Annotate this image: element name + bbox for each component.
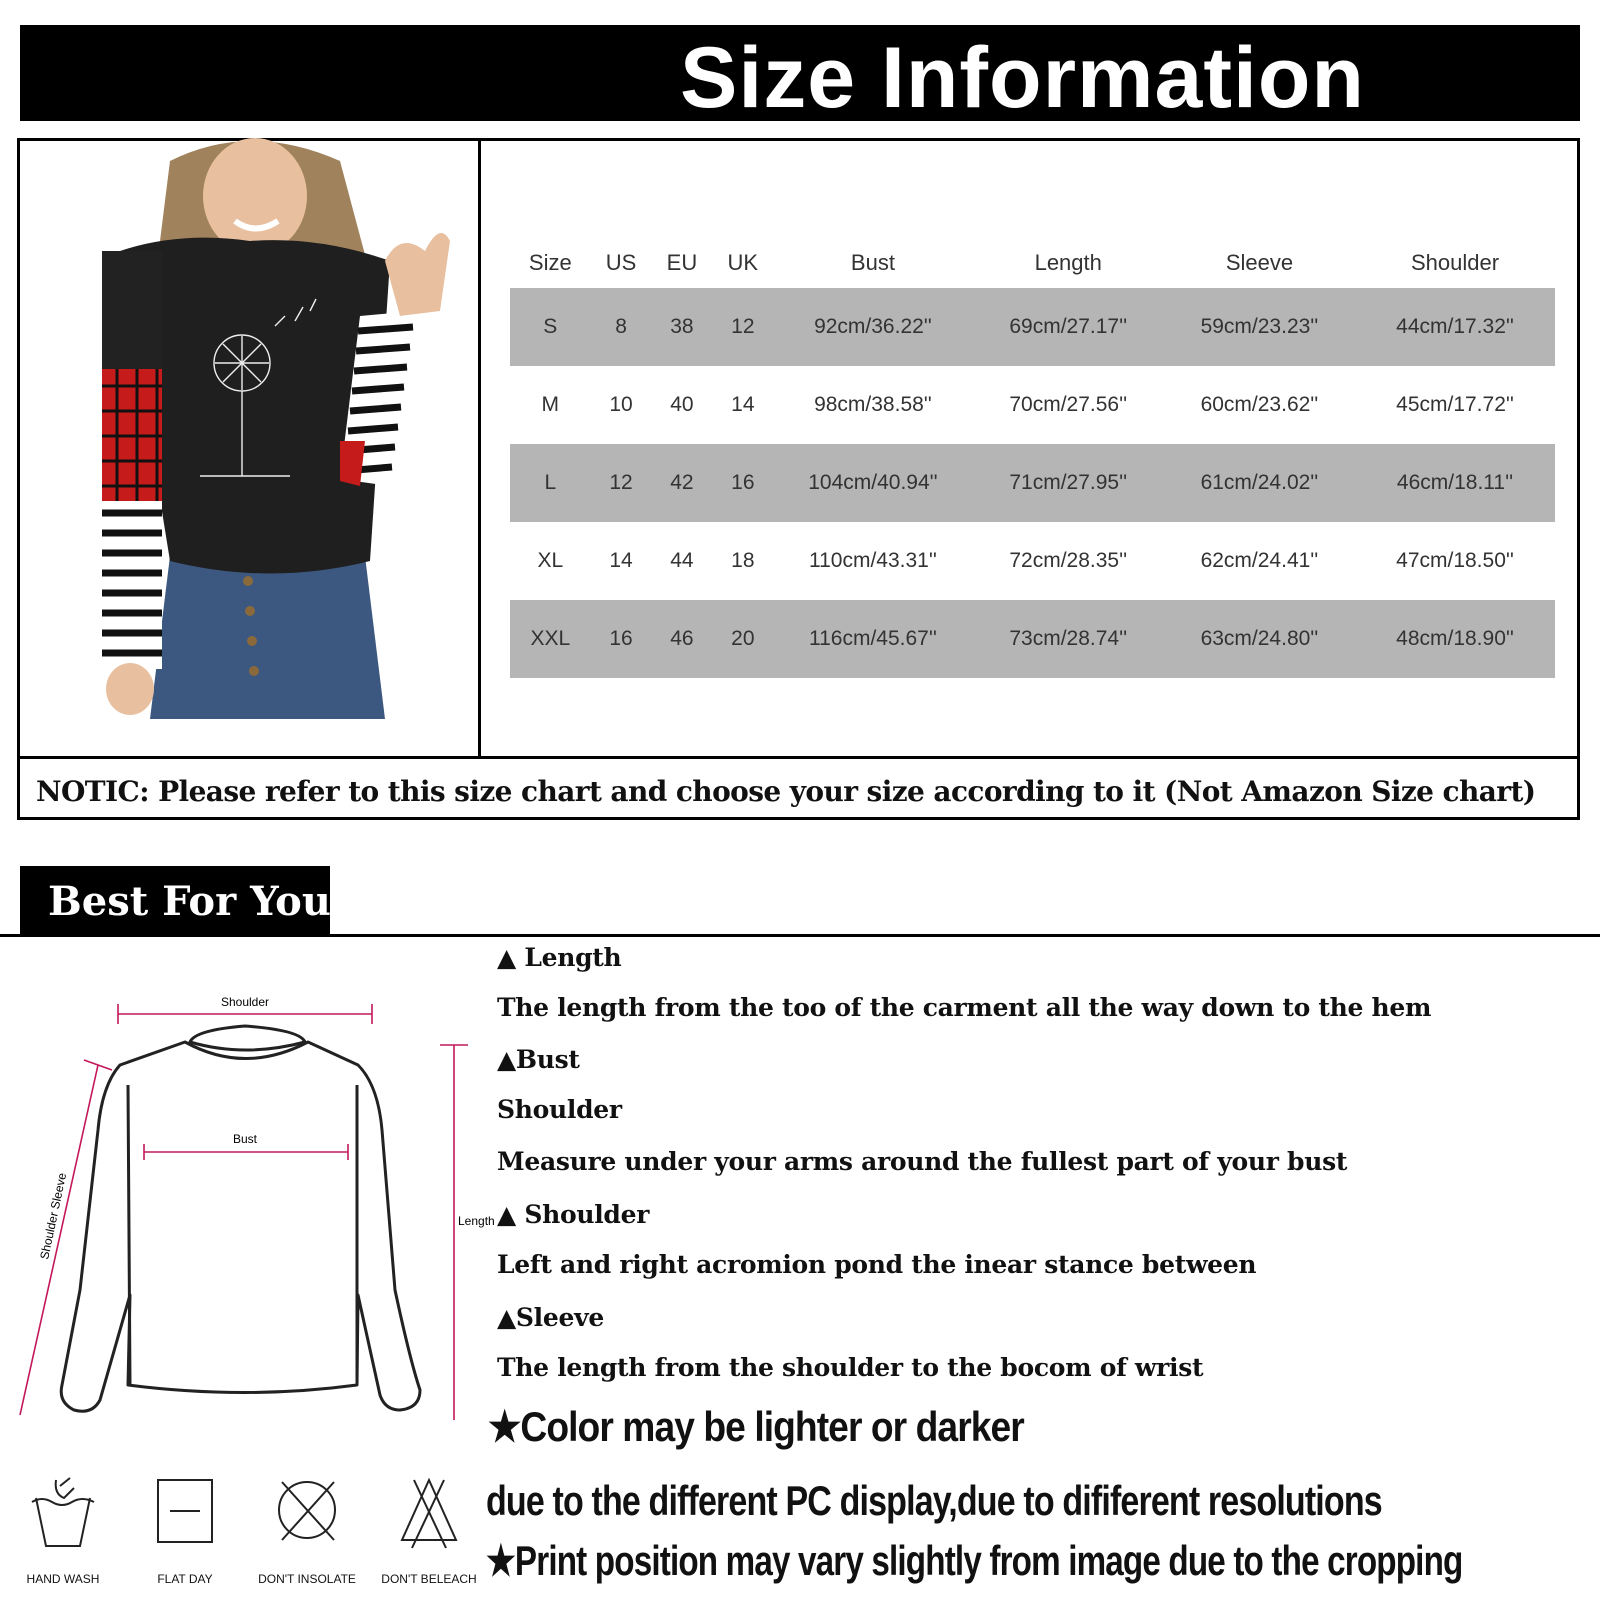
measurement-diagram xyxy=(0,990,495,1420)
column-header: Length xyxy=(1034,250,1102,275)
table-cell: 44 xyxy=(670,549,694,572)
table-cell: 59cm/23.23'' xyxy=(1164,288,1355,366)
display-note: due to the different PC display,due to dififerent resolutions xyxy=(486,1478,1382,1525)
table-cell: 62cm/24.41'' xyxy=(1200,549,1319,572)
table-cell: 72cm/28.35'' xyxy=(1009,549,1128,572)
length-description: The length from the too of the carment all the way down to the hem xyxy=(497,993,1432,1022)
table-cell: 60cm/23.62'' xyxy=(1200,393,1319,416)
bust-description: Measure under your arms around the fullest part of your bust xyxy=(497,1147,1348,1176)
table-cell: 10 xyxy=(609,393,633,416)
care-dont-bleach xyxy=(374,1476,484,1586)
table-row xyxy=(510,288,1555,366)
length-heading: ▲ Length xyxy=(497,943,622,972)
table-cell: 63cm/24.80'' xyxy=(1164,600,1355,678)
table-cell: 98cm/38.58'' xyxy=(814,393,932,416)
hand-wash-label: HAND WASH xyxy=(26,1572,100,1586)
table-cell: 69cm/27.17'' xyxy=(973,288,1164,366)
sleeve-heading: ▲Sleeve xyxy=(497,1303,604,1332)
table-cell: 42 xyxy=(651,444,712,522)
table-cell: 116cm/45.67'' xyxy=(773,600,972,678)
dont-bleach-icon xyxy=(374,1476,484,1566)
table-cell: 16 xyxy=(591,600,652,678)
table-cell: 104cm/40.94'' xyxy=(773,444,972,522)
table-row xyxy=(510,522,1555,600)
product-photo-cell xyxy=(20,141,481,756)
notice-row xyxy=(20,756,1577,820)
best-for-you-tab xyxy=(20,866,330,936)
table-row xyxy=(510,366,1555,444)
table-row xyxy=(510,444,1555,522)
table-cell: L xyxy=(510,444,591,522)
page-title: Size Information xyxy=(680,30,1365,126)
table-cell: 44cm/17.32'' xyxy=(1355,288,1555,366)
color-note: ★Color may be lighter or darker xyxy=(488,1404,1024,1451)
table-cell: 46 xyxy=(651,600,712,678)
dont-bleach-label: DON'T BELEACH xyxy=(381,1572,477,1586)
table-cell: 12 xyxy=(591,444,652,522)
print-note: ★Print position may vary slightly from image due to the cropping xyxy=(486,1538,1463,1585)
size-chart-table xyxy=(510,238,1555,678)
column-header: Bust xyxy=(850,250,895,275)
dont-insolate-icon xyxy=(252,1476,362,1566)
section-divider xyxy=(0,934,1600,937)
sleeve-description: The length from the shoulder to the bocom of wrist xyxy=(497,1353,1204,1382)
table-cell: 18 xyxy=(731,549,755,572)
table-cell: 8 xyxy=(591,288,652,366)
table-header-row xyxy=(510,238,1555,288)
table-cell: 61cm/24.02'' xyxy=(1164,444,1355,522)
table-cell: 45cm/17.72'' xyxy=(1396,393,1514,416)
column-header: EU xyxy=(666,250,698,275)
column-header: US xyxy=(605,250,637,275)
notice-text: NOTIC: Please refer to this size chart and choose your size according to it (Not Amazon Size chart) xyxy=(36,775,1536,808)
column-header: Size xyxy=(528,250,572,275)
table-cell: 14 xyxy=(609,549,633,572)
best-for-you-title: Best For You xyxy=(48,878,331,925)
table-cell: XXL xyxy=(510,600,591,678)
column-header: UK xyxy=(727,250,759,275)
table-cell: 12 xyxy=(712,288,773,366)
care-hand-wash xyxy=(8,1476,118,1586)
table-cell: 40 xyxy=(670,393,694,416)
table-cell: 47cm/18.50'' xyxy=(1396,549,1514,572)
diagram-shoulder-label: Shoulder xyxy=(220,995,270,1009)
table-cell: 48cm/18.90'' xyxy=(1355,600,1555,678)
care-dont-insolate xyxy=(252,1476,362,1586)
product-photo xyxy=(20,141,478,756)
shoulder-heading: ▲ Shoulder xyxy=(497,1200,650,1229)
table-cell: 20 xyxy=(712,600,773,678)
title-bar xyxy=(20,25,1580,126)
table-cell: XL xyxy=(537,549,564,572)
diagram-shoulder-sleeve-label: Shoulder Sleeve xyxy=(37,1171,70,1261)
column-header: Shoulder xyxy=(1410,250,1500,275)
flat-dry-icon xyxy=(130,1476,240,1566)
table-row xyxy=(510,600,1555,678)
care-flat-dry xyxy=(130,1476,240,1586)
flat-dry-label: FLAT DAY xyxy=(157,1572,213,1586)
table-cell: 73cm/28.74'' xyxy=(973,600,1164,678)
table-cell: 92cm/36.22'' xyxy=(773,288,972,366)
dont-insolate-label: DON'T INSOLATE xyxy=(258,1572,356,1586)
column-header: Sleeve xyxy=(1225,250,1294,275)
diagram-bust-label: Bust xyxy=(232,1132,258,1146)
table-cell: 38 xyxy=(651,288,712,366)
shoulder-description: Left and right acromion pond the inear stance between xyxy=(497,1250,1257,1279)
bust-subheading: Shoulder xyxy=(497,1095,622,1124)
table-cell: M xyxy=(541,393,560,416)
table-cell: 70cm/27.56'' xyxy=(1009,393,1128,416)
table-cell: 16 xyxy=(712,444,773,522)
table-cell: 110cm/43.31'' xyxy=(809,549,937,572)
table-cell: 14 xyxy=(731,393,755,416)
diagram-length-label: Length xyxy=(458,1214,495,1228)
hand-wash-icon xyxy=(8,1476,118,1566)
table-cell: 71cm/27.95'' xyxy=(973,444,1164,522)
bust-heading: ▲Bust xyxy=(497,1045,580,1074)
table-cell: 46cm/18.11'' xyxy=(1355,444,1555,522)
table-cell: S xyxy=(510,288,591,366)
